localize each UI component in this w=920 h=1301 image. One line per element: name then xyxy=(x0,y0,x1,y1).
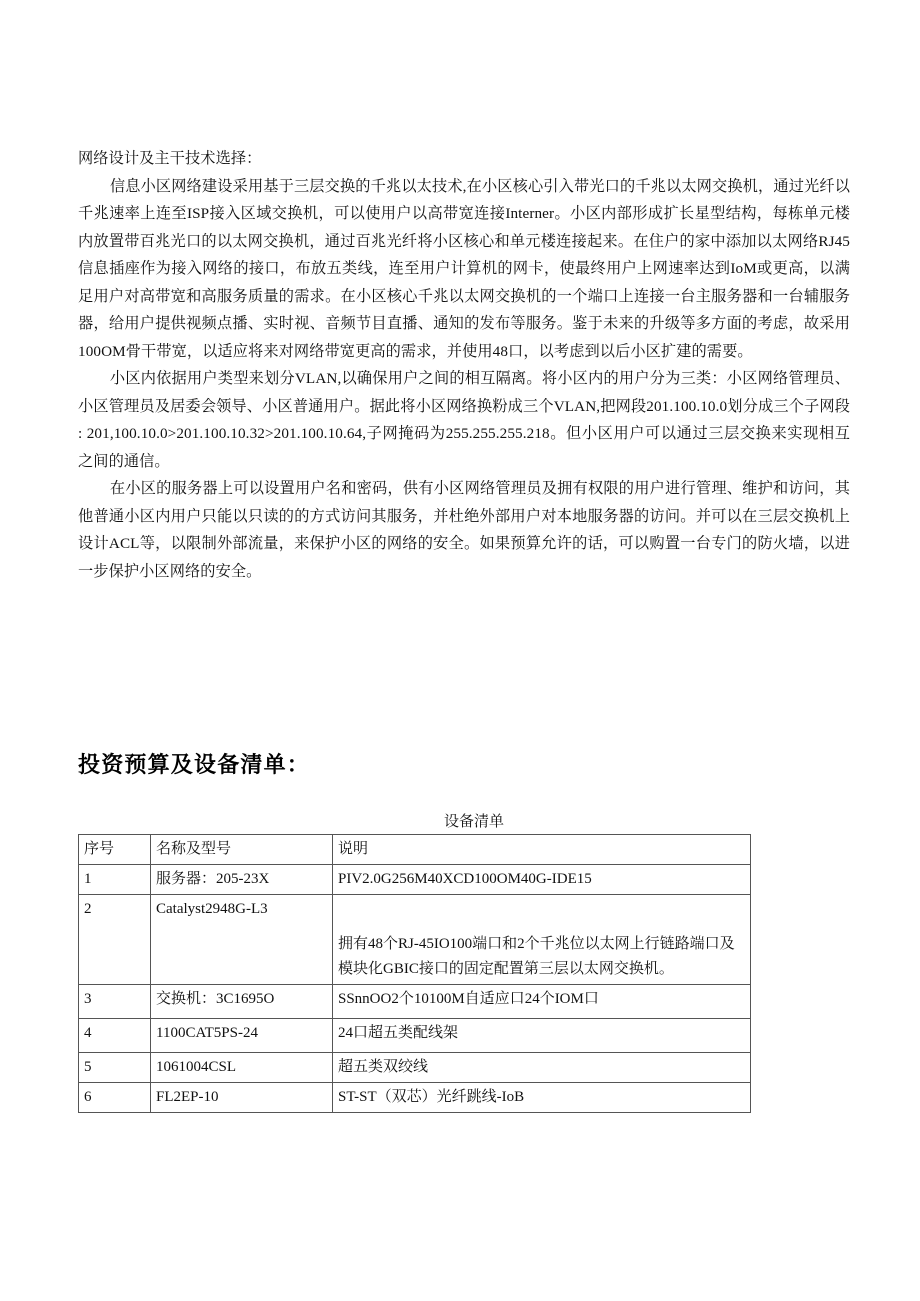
cell-desc-line-1: 拥有48个RJ-45IO100端口和2个千兆位以太网上行链路端口及 xyxy=(338,936,735,952)
table-row xyxy=(79,1053,751,1083)
cell-desc: 超五类双绞线 xyxy=(333,1053,751,1083)
cell-desc: ST-ST（双芯）光纤跳线-IoB xyxy=(333,1083,751,1113)
cell-name: 服务器：205-23X xyxy=(151,865,333,895)
table-row xyxy=(79,1083,751,1113)
table-row xyxy=(79,895,751,985)
cell-desc-line-2: 模块化GBIC接口的固定配置第三层以太网交换机。 xyxy=(338,961,674,977)
section-heading-budget: 投资预算及设备清单： xyxy=(78,752,311,777)
cell-desc: SSnnOO2个10100M自适应口24个IOM口 xyxy=(333,985,751,1019)
cell-name: 1061004CSL xyxy=(151,1053,333,1083)
cell-desc: 24口超五类配线架 xyxy=(333,1019,751,1053)
cell-desc: PIV2.0G256M40XCD100OM40G-IDE15 xyxy=(333,865,751,895)
table-row xyxy=(79,1019,751,1053)
table-caption: 设备清单 xyxy=(443,814,504,830)
cell-name: Catalyst2948G-L3 xyxy=(151,895,333,985)
cell-no: 1 xyxy=(79,865,151,895)
cell-no: 5 xyxy=(79,1053,151,1083)
document-body xyxy=(78,145,850,585)
column-header-name: 名称及型号 xyxy=(151,835,333,865)
paragraph-vlan-plan: 小区内依据用户类型来划分VLAN,以确保用户之间的相互隔离。将小区内的用户分为三类：小区网络管理员、小区管理员及居委会领导、小区普通用户。据此将小区网络换粉成三个VLAN,把网段201.100.10.0划分成三个子网段 : 201,100.10.0>201.100.10.32>201.100.10.64,子网掩码为255.255.255.218。但小区用户可以通过三层交换来实现相互之间的通信。 xyxy=(78,370,850,470)
table-row xyxy=(79,865,751,895)
table-row xyxy=(79,985,751,1019)
paragraph-server-security: 在小区的服务器上可以设置用户名和密码，供有小区网络管理员及拥有权限的用户进行管理、维护和访问，其他普通小区内用户只能以只读的的方式访问其服务，并杜绝外部用户对本地服务器的访问。并可以在三层交换机上设计ACL等，以限制外部流量，来保护小区的网络的安全。如果预算允许的话，可以购置一台专门的防火墙，以进一步保护小区网络的安全。 xyxy=(78,480,850,580)
device-list-table xyxy=(78,834,751,1113)
column-header-no: 序号 xyxy=(79,835,151,865)
cell-desc xyxy=(333,895,751,985)
column-header-desc: 说明 xyxy=(333,835,751,865)
cell-name: 交换机：3C1695O xyxy=(151,985,333,1019)
cell-no: 2 xyxy=(79,895,151,985)
paragraph-heading-line: 网络设计及主干技术选择： xyxy=(78,150,262,167)
cell-no: 4 xyxy=(79,1019,151,1053)
device-list-block xyxy=(78,810,750,1113)
cell-no: 3 xyxy=(79,985,151,1019)
paragraph-network-design: 信息小区网络建设采用基于三层交换的千兆以太技术,在小区核心引入带光口的千兆以太网交换机，通过光纤以千兆速率上连至ISP接入区域交换机，可以使用户以高带宽连接Interner。小区内部形成扩长星型结构，每栋单元楼内放置带百兆光口的以太网交换机，通过百兆光纤将小区核心和单元楼连接起来。在住户的家中添加以太网络RJ45信息插座作为接入网络的接口，布放五类线，连至用户计算机的网卡，使最终用户上网速率达到IoM或更高，以满足用户对高带宽和高服务质量的需求。在小区核心千兆以太网交换机的一个端口上连接一台主服务器和一台辅服务器，给用户提供视频点播、实时视、音频节目直播、通知的发布等服务。鉴于未来的升级等多方面的考虑，故采用100OM骨干带宽，以适应将来对网络带宽更高的需求，并使用48口，以考虑到以后小区扩建的需要。 xyxy=(78,177,850,360)
cell-no: 6 xyxy=(79,1083,151,1113)
cell-name: 1100CAT5PS-24 xyxy=(151,1019,333,1053)
cell-name: FL2EP-10 xyxy=(151,1083,333,1113)
table-header-row xyxy=(79,835,751,865)
